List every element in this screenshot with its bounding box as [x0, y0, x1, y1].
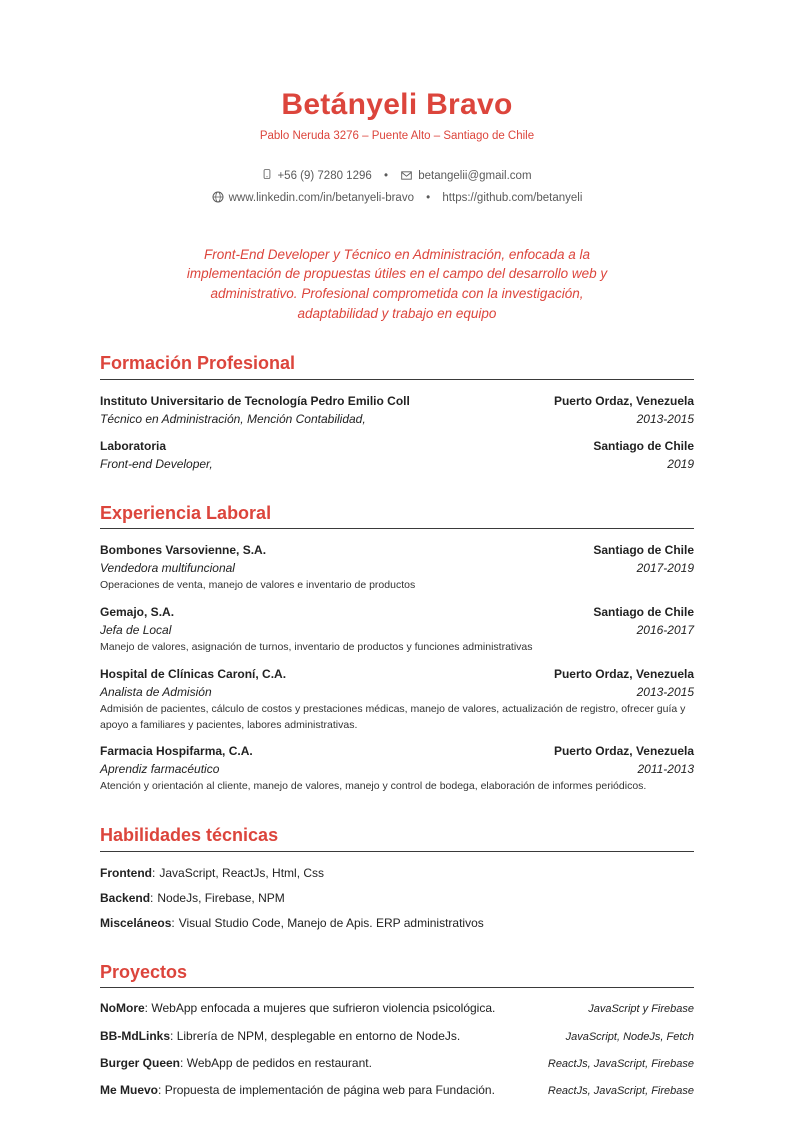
- skill-category: Misceláneos: [100, 915, 172, 930]
- experience-company: Farmacia Hospifarma, C.A.: [100, 744, 253, 759]
- section-title-education: Formación Profesional: [100, 353, 296, 374]
- skill-line: [100, 914, 694, 932]
- colon: :: [171, 915, 175, 930]
- skill-line: [100, 889, 694, 907]
- experience-dates: 2016-2017: [636, 623, 694, 638]
- education-location: Santiago de Chile: [593, 438, 694, 453]
- experience-location: Puerto Ordaz, Venezuela: [553, 744, 694, 759]
- education-dates: 2019: [667, 456, 694, 471]
- education-entry: [100, 437, 694, 473]
- project-text: [100, 1082, 495, 1099]
- experience-role: Aprendiz farmacéutico: [100, 762, 220, 777]
- colon: :: [180, 1056, 184, 1071]
- project-row: [100, 1082, 694, 1099]
- experience-role: Jefa de Local: [100, 623, 172, 638]
- experience-company: Gemajo, S.A.: [100, 605, 175, 620]
- experience-role: Analista de Admisión: [100, 684, 212, 699]
- project-name: Burger Queen: [100, 1056, 181, 1071]
- project-tech-stack: JavaScript y Firebase: [588, 1003, 694, 1016]
- bullet-separator: •: [383, 169, 389, 182]
- section-title-experience: Experiencia Laboral: [100, 502, 272, 523]
- experience-dates: 2013-2015: [636, 684, 694, 699]
- education-degree: Front-end Developer,: [100, 456, 213, 471]
- experience-company: Hospital de Clínicas Caroní, C.A.: [100, 666, 287, 681]
- experience-location: Puerto Ordaz, Venezuela: [553, 666, 694, 681]
- section-rule: [100, 528, 694, 529]
- skill-values: NodeJs, Firebase, NPM: [157, 890, 285, 905]
- project-tech-stack: ReactJs, JavaScript, Firebase: [547, 1058, 694, 1071]
- envelope-icon: [400, 168, 413, 189]
- section-skills: [100, 825, 694, 932]
- project-tech-stack: JavaScript, NodeJs, Fetch: [565, 1030, 694, 1043]
- contact-block: [100, 166, 694, 211]
- education-degree: Técnico en Administración, Mención Contabilidad,: [100, 411, 366, 426]
- experience-entry: [100, 541, 694, 594]
- education-location: Puerto Ordaz, Venezuela: [553, 393, 694, 408]
- experience-location: Santiago de Chile: [593, 605, 694, 620]
- skill-category: Backend: [100, 890, 151, 905]
- project-row: [100, 1000, 694, 1017]
- mobile-phone-icon: [262, 167, 272, 189]
- project-description: WebApp enfocada a mujeres que sufrieron violencia psicológica.: [151, 1001, 496, 1016]
- section-rule: [100, 379, 694, 380]
- section-rule: [100, 987, 694, 988]
- skill-line: [100, 864, 694, 882]
- experience-dates: 2011-2013: [637, 762, 694, 777]
- experience-location: Santiago de Chile: [593, 543, 694, 558]
- email-link[interactable]: betangelii@gmail.com: [418, 169, 532, 182]
- colon: :: [170, 1028, 174, 1043]
- contact-line-2: [100, 188, 694, 211]
- experience-role: Vendedora multifuncional: [100, 561, 235, 576]
- education-institution: Instituto Universitario de Tecnología Pedro Emilio Coll: [100, 393, 410, 408]
- project-tech-stack: ReactJs, JavaScript, Firebase: [547, 1085, 694, 1098]
- project-text: [100, 1055, 372, 1072]
- section-title-skills: Habilidades técnicas: [100, 825, 279, 846]
- section-rule: [100, 851, 694, 852]
- project-name: NoMore: [100, 1001, 145, 1016]
- project-row: [100, 1055, 694, 1072]
- colon: :: [158, 1083, 162, 1098]
- experience-description: Admisión de pacientes, cálculo de costos y prestaciones médicas, manejo de valores, actualización de registro, ofrecer guía y apoyo a familiares y pacientes, labores administrativas.: [100, 702, 686, 731]
- section-education: [100, 353, 694, 473]
- experience-company: Bombones Varsovienne, S.A.: [100, 543, 267, 558]
- profile-summary: Front-End Developer y Técnico en Administración, enfocada a la implementación de propuestas útiles en el campo del desarrollo web y administrativo. Profesional comprometida con la investigación, adaptabilidad y trabajo en equipo: [186, 246, 608, 321]
- colon: :: [152, 865, 156, 880]
- skill-values: Visual Studio Code, Manejo de Apis. ERP administrativos: [178, 915, 484, 930]
- colon: :: [150, 890, 154, 905]
- globe-icon: [212, 190, 224, 211]
- education-entry: [100, 392, 694, 428]
- education-institution: Laboratoria: [100, 438, 167, 453]
- education-dates: 2013-2015: [636, 411, 694, 426]
- linkedin-link[interactable]: www.linkedin.com/in/betanyeli-bravo: [228, 192, 414, 205]
- section-title-projects: Proyectos: [100, 961, 188, 982]
- skill-category: Frontend: [100, 865, 152, 880]
- experience-description: Operaciones de venta, manejo de valores e inventario de productos: [100, 579, 416, 592]
- colon: :: [144, 1001, 149, 1016]
- project-text: [100, 1000, 495, 1017]
- experience-dates: 2017-2019: [636, 561, 694, 576]
- address-line: Pablo Neruda 3276 – Puente Alto – Santiago de Chile: [259, 129, 535, 142]
- project-name: BB-MdLinks: [100, 1028, 170, 1043]
- project-description: Propuesta de implementación de página web para Fundación.: [164, 1083, 495, 1098]
- experience-description: Manejo de valores, asignación de turnos, inventario de productos y funciones administrativas: [100, 641, 533, 654]
- experience-entry: [100, 603, 694, 656]
- project-description: Librería de NPM, desplegable en entorno de NodeJs.: [176, 1028, 461, 1043]
- contact-line-1: [100, 166, 694, 189]
- skill-values: JavaScript, ReactJs, Html, Css: [159, 865, 325, 880]
- experience-entry: [100, 665, 694, 734]
- person-name: Betányeli Bravo: [281, 88, 513, 121]
- project-description: WebApp de pedidos en restaurant.: [186, 1056, 372, 1071]
- project-name: Me Muevo: [100, 1083, 159, 1098]
- section-experience: [100, 503, 694, 795]
- phone-number: +56 (9) 7280 1296: [277, 169, 372, 182]
- experience-description: Atención y orientación al cliente, manejo de valores, manejo y control de bodega, elaboración de informes periódicos.: [100, 780, 647, 793]
- github-link[interactable]: https://github.com/betanyeli: [442, 192, 583, 205]
- section-projects: [100, 962, 694, 1100]
- bullet-separator: •: [426, 192, 431, 205]
- project-row: [100, 1028, 694, 1045]
- experience-entry: [100, 742, 694, 795]
- project-text: [100, 1028, 460, 1045]
